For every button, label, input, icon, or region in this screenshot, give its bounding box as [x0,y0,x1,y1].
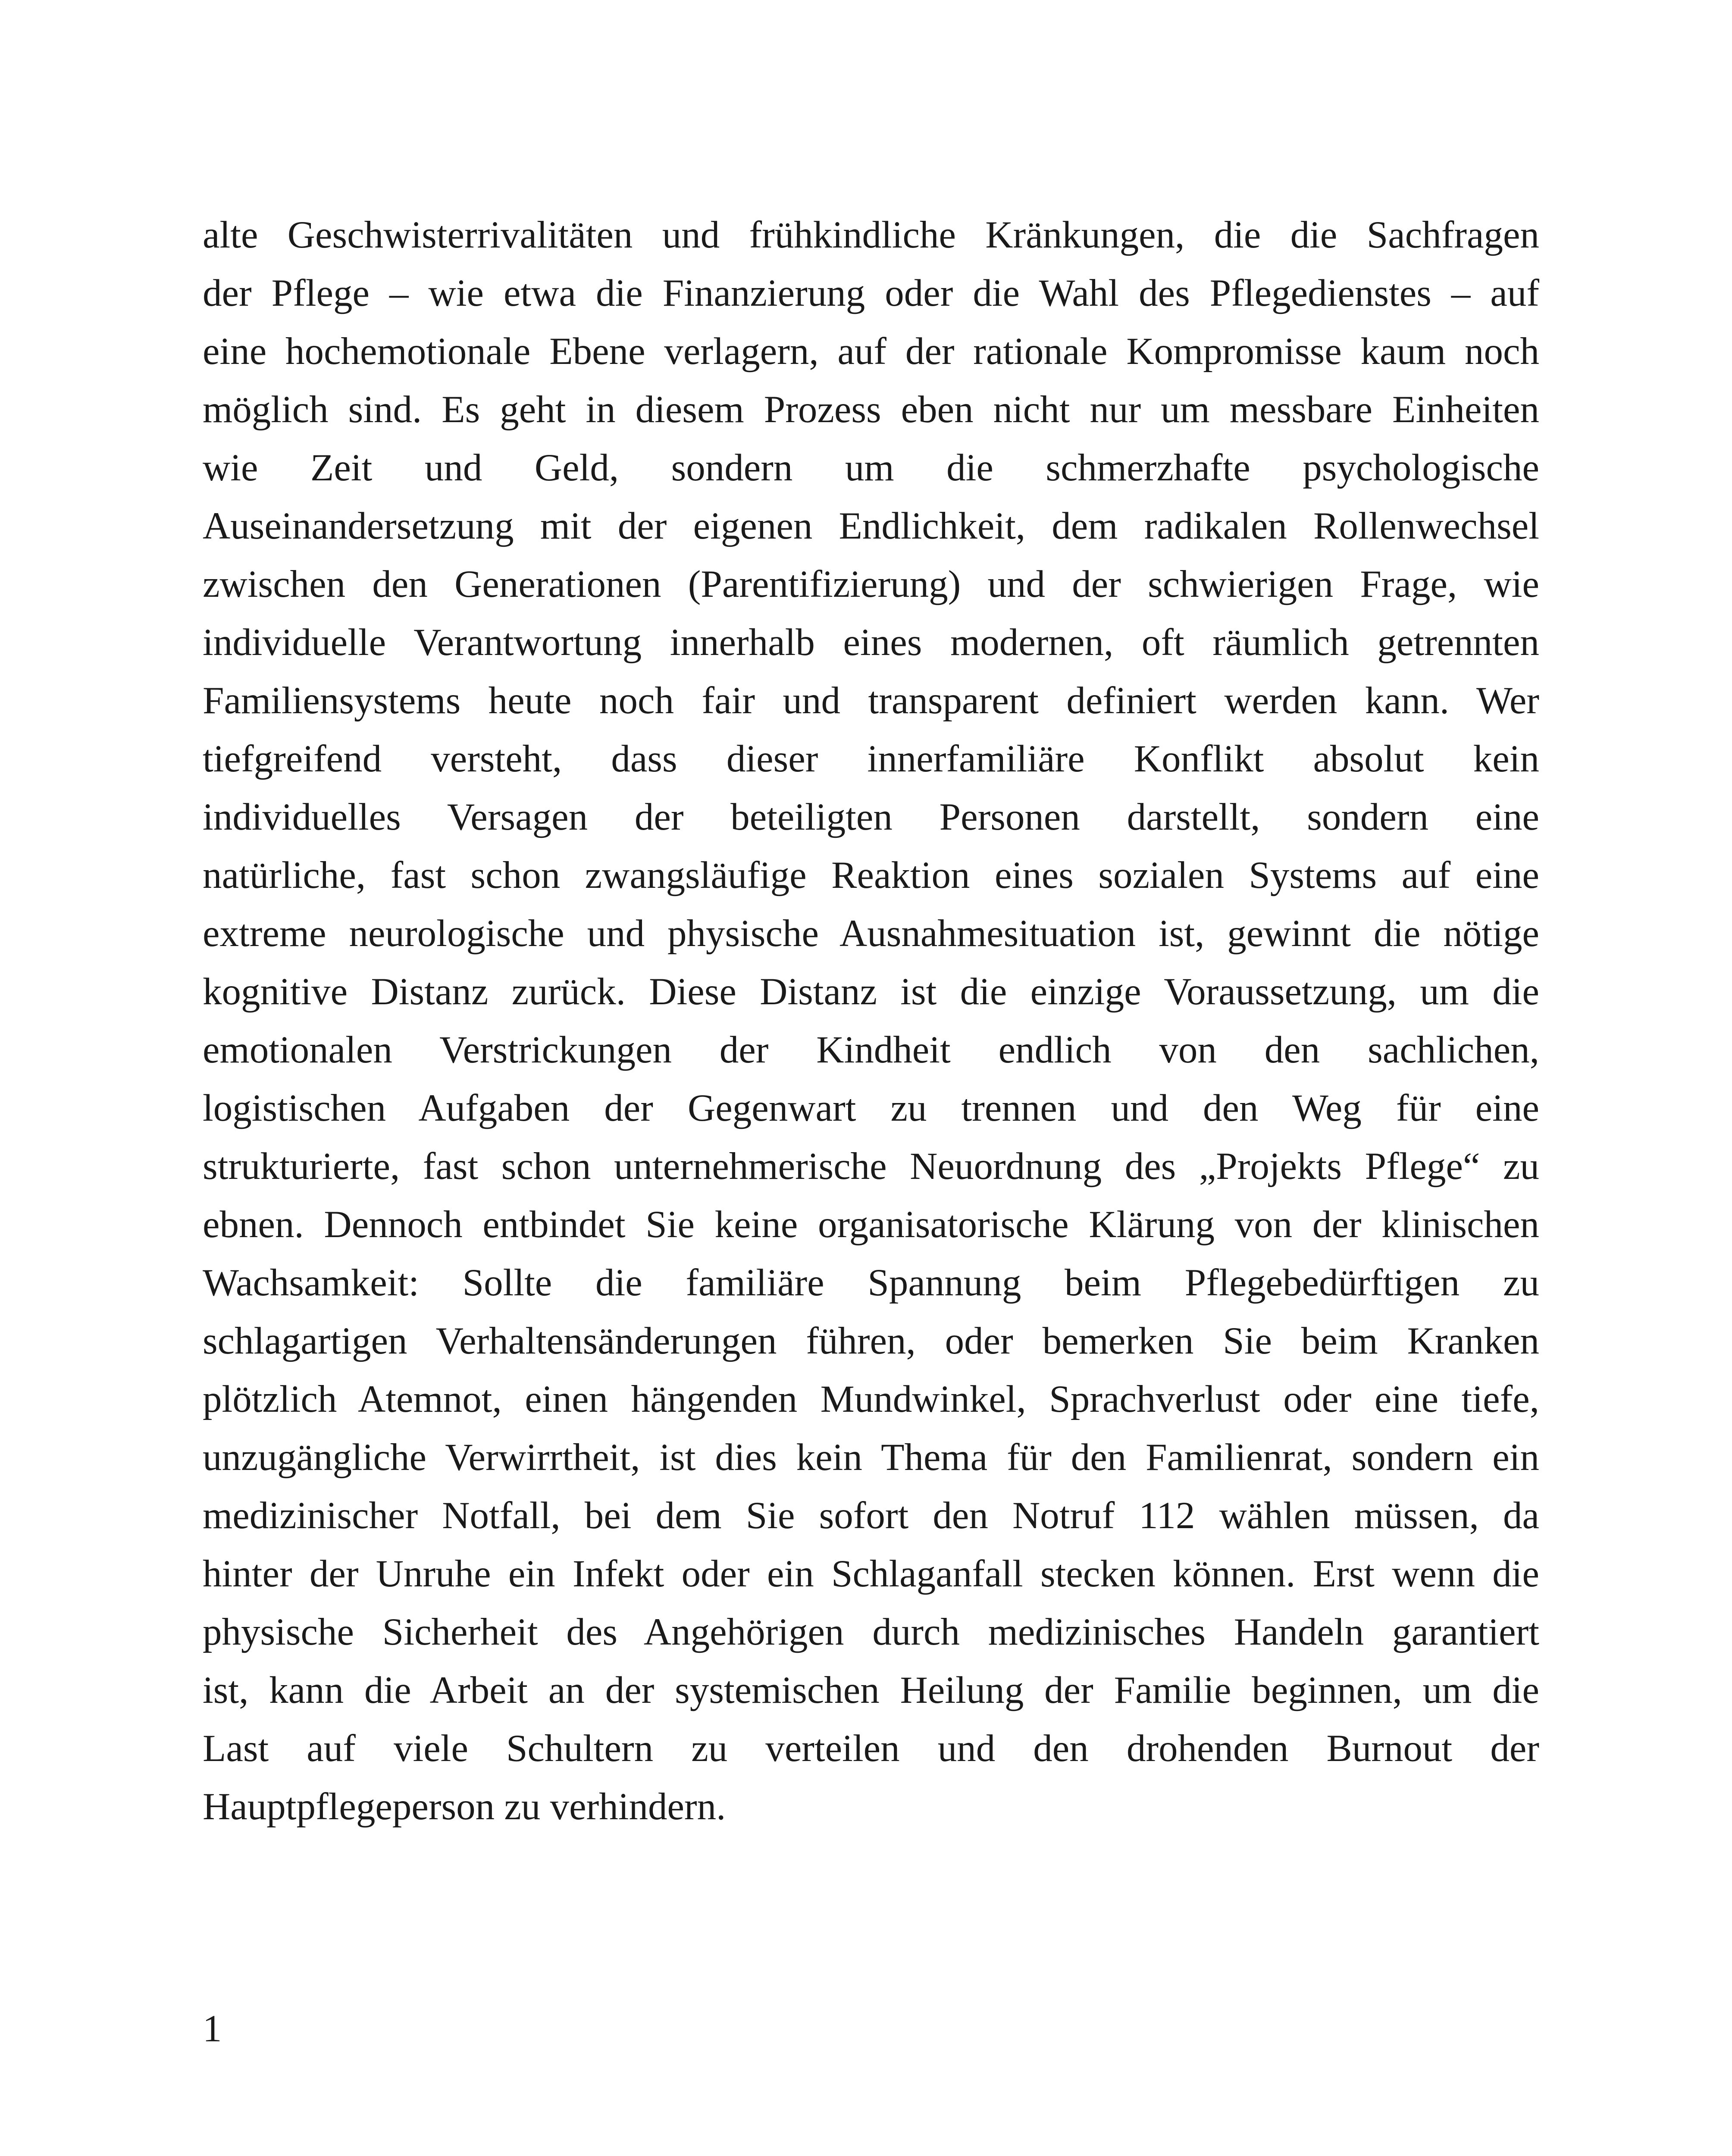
text-line: zwischen den Generationen (Parentifizierung) und der schwierigen Frage, wie [203,563,1539,605]
text-line: wie Zeit und Geld, sondern um die schmerzhafte psychologische [203,447,1539,489]
text-line: tiefgreifend versteht, dass dieser innerfamiliäre Konflikt absolut kein [203,738,1539,780]
text-line: kognitive Distanz zurück. Diese Distanz ist die einzige Voraussetzung, um die [203,971,1539,1013]
text-line: emotionalen Verstrickungen der Kindheit endlich von den sachlichen, [203,1029,1539,1071]
text-line: extreme neurologische und physische Ausnahmesituation ist, gewinnt die nötige [203,912,1539,955]
text-line: Last auf viele Schultern zu verteilen und den drohenden Burnout der [203,1727,1539,1770]
text-line: natürliche, fast schon zwangsläufige Reaktion eines sozialen Systems auf eine [203,854,1539,896]
text-line: schlagartigen Verhaltensänderungen führen, oder bemerken Sie beim Kranken [203,1320,1539,1362]
page-number: 1 [203,2008,222,2050]
text-line: individuelles Versagen der beteiligten Personen darstellt, sondern eine [203,796,1539,838]
text-line: physische Sicherheit des Angehörigen durch medizinisches Handeln garantiert [203,1611,1539,1653]
text-line: alte Geschwisterrivalitäten und frühkindliche Kränkungen, die die Sachfragen [203,214,1539,256]
text-line: hinter der Unruhe ein Infekt oder ein Schlaganfall stecken können. Erst wenn die [203,1553,1539,1595]
text-line: strukturierte, fast schon unternehmerische Neuordnung des „Projekts Pflege“ zu [203,1145,1539,1188]
text-line: plötzlich Atemnot, einen hängenden Mundwinkel, Sprachverlust oder eine tiefe, [203,1378,1539,1420]
text-line: der Pflege – wie etwa die Finanzierung oder die Wahl des Pflegedienstes – auf [203,272,1539,314]
text-line: logistischen Aufgaben der Gegenwart zu trennen und den Weg für eine [203,1087,1539,1129]
text-line: Wachsamkeit: Sollte die familiäre Spannung beim Pflegebedürftigen zu [203,1262,1539,1304]
text-line: medizinischer Notfall, bei dem Sie sofort den Notruf 112 wählen müssen, da [203,1495,1539,1537]
text-line: individuelle Verantwortung innerhalb eines modernen, oft räumlich getrennten [203,621,1539,664]
body-paragraph [203,206,1539,1836]
text-line: möglich sind. Es geht in diesem Prozess eben nicht nur um messbare Einheiten [203,389,1539,431]
text-line: unzugängliche Verwirrtheit, ist dies kein Thema für den Familienrat, sondern ein [203,1436,1539,1479]
text-line: Familiensystems heute noch fair und transparent definiert werden kann. Wer [203,680,1539,722]
text-line: Auseinandersetzung mit der eigenen Endlichkeit, dem radikalen Rollenwechsel [203,505,1539,547]
text-line: eine hochemotionale Ebene verlagern, auf der rationale Kompromisse kaum noch [203,330,1539,373]
text-line: ebnen. Dennoch entbindet Sie keine organisatorische Klärung von der klinischen [203,1203,1539,1246]
text-line: ist, kann die Arbeit an der systemischen Heilung der Familie beginnen, um die [203,1669,1539,1711]
text-line: Hauptpflegeperson zu verhindern. [203,1786,726,1828]
